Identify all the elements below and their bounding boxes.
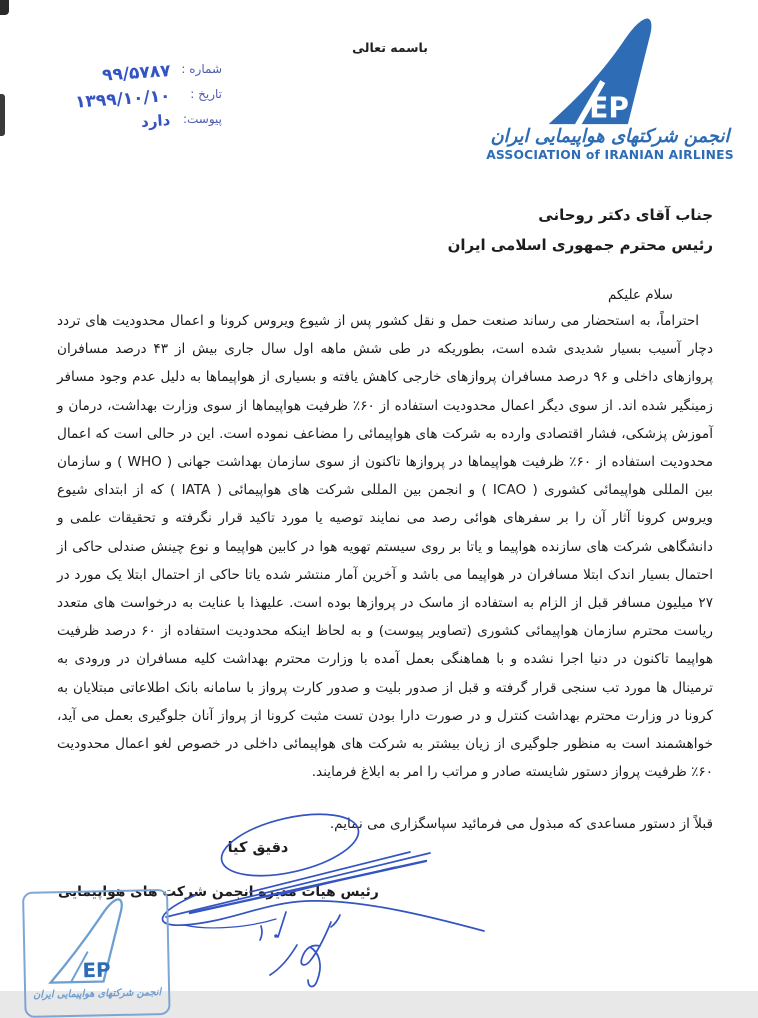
date-label: تاریخ : bbox=[190, 87, 222, 101]
attachment-value-handwritten: دارد bbox=[140, 111, 171, 132]
letter-number-row bbox=[26, 61, 222, 86]
letter-body bbox=[57, 307, 713, 816]
closing-line: قبلاً از دستور مساعدی که مبذول می فرمائید سپاسگزاری می نمایم. bbox=[329, 816, 713, 832]
body-paragraph: احتراماً، به استحضار می رساند صنعت حمل و نقل کشور پس از شیوع ویروس کرونا و اعمال محدودیت های تردد دچار آسیب بسیار شدیدی شده است، بطوریکه در طی شش ماهه اول سال جاری بیش از ۴۳ درصد مسافران پروازهای داخلی و ۹۶ درصد مسافران پروازهای خارجی کاهش یافته و بسیاری از هواپیماها به دلیل عدم وجود مسافر زمینگیر شده اند. از سوی دیگر اعمال محدودیت استفاده از ۶۰٪ ظرفیت هواپیماها از سوی وزارت بهداشت، درمان و آموزش پزشکی، فشار اقتصادی وارده به شرکت های هواپیمائی را مضاعف نموده است. این در حالی است که اعمال محدودیت استفاده از ۶۰٪ ظرفیت هواپیماها در پروازها تاکنون از سوی سازمان بهداشت جهانی ( WHO ) و سازمان بین المللی هواپیمائی کشوری ( ICAO ) و انجمن بین المللی شرکت های هواپیمائی ( IATA ) که از ابتدای شیوع ویروس کرونا آثار آن را بر سفرهای هوائی رصد می نمایند توصیه یا مورد تاکید قرار نگرفته و تحقیقات علمی و دانشگاهی شرکت های سازنده هواپیما و یاتا بر روی سیستم تهویه هوا در کابین هواپیما و نوع چینش صندلی حاکی از احتمال بسیار اندک ابتلا مسافران در هواپیما می باشد و آخرین آمار منتشر شده یاتا حاکی از احتمال ابتلا یک مورد در ۲۷ میلیون مسافر قبل از الزام به استفاده از ماسک در پروازها بوده است. علیهذا با عنایت به درخواست های متعدد ریاست محترم سازمان هواپیمائی کشوری (تصاویر پیوست) و به لحاظ اینکه محدودیت استفاده از ۶۰ درصد ظرفیت هواپیما تاکنون در دنیا اجرا نشده و با هماهنگی بعمل آمده با وزارت محترم بهداشت کلیه مسافران در ورودی به ترمینال ها مورد تب سنجی قرار گرفته و قبل از صدور بلیت و صدور کارت پرواز با سامانه بانک اطلاعاتی مبتلایان به کرونا در وزارت محترم بهداشت کنترل و در صورت دارا بودن تست مثبت کرونا از پرواز آنان جلوگیری بعمل می آید، خواهشمند است به منظور جلوگیری از زیان بیشتر به شرکت های هواپیمائی داخلی در خصوص لغو اعمال محدودیت ۶۰٪ ظرفیت پرواز دستور شایسته صادر و مراتب را امر به ابلاغ فرمایند. bbox=[57, 313, 713, 781]
letter-meta-block bbox=[26, 62, 222, 135]
signatory-name: دقیق کیا bbox=[227, 840, 289, 856]
attachment-label: پیوست: bbox=[182, 112, 222, 126]
logo-ep-text: EP bbox=[589, 91, 629, 125]
association-stamp bbox=[22, 889, 171, 1018]
recipient-name: جناب آقای دکتر روحانی bbox=[538, 206, 713, 224]
signatory-title: رئیس هیات مدیره انجمن شرکت های هواپیمایی bbox=[58, 884, 379, 900]
stamp-tail-fin-icon bbox=[43, 894, 149, 988]
letter-attachment-row bbox=[26, 111, 222, 132]
bismillah-header: باسمه تعالی bbox=[352, 40, 428, 55]
number-label: شماره : bbox=[181, 62, 222, 76]
logo-persian-name: انجمن شرکتهای هواپیمایی ایران bbox=[490, 126, 730, 147]
recipient-block bbox=[448, 200, 713, 260]
association-letterhead-logo bbox=[472, 14, 748, 162]
number-value-handwritten: ۹۹/۵۷۸۷ bbox=[101, 61, 171, 86]
airplane-tail-fin-icon bbox=[544, 14, 676, 128]
recipient-title: رئیس محترم جمهوری اسلامی ایران bbox=[447, 236, 713, 254]
stamp-ep-text: EP bbox=[82, 958, 111, 983]
letter-date-row bbox=[26, 86, 222, 113]
scan-artifact bbox=[0, 94, 5, 136]
scan-artifact bbox=[0, 0, 9, 15]
date-value-handwritten: ۱۳۹۹/۱۰/۱۰ bbox=[74, 86, 171, 113]
stamp-persian-name: انجمن شرکتهای هواپیمایی ایران bbox=[33, 987, 162, 1001]
logo-english-name: ASSOCIATION of IRANIAN AIRLINES bbox=[486, 148, 734, 162]
salutation: سلام علیکم bbox=[607, 287, 673, 303]
